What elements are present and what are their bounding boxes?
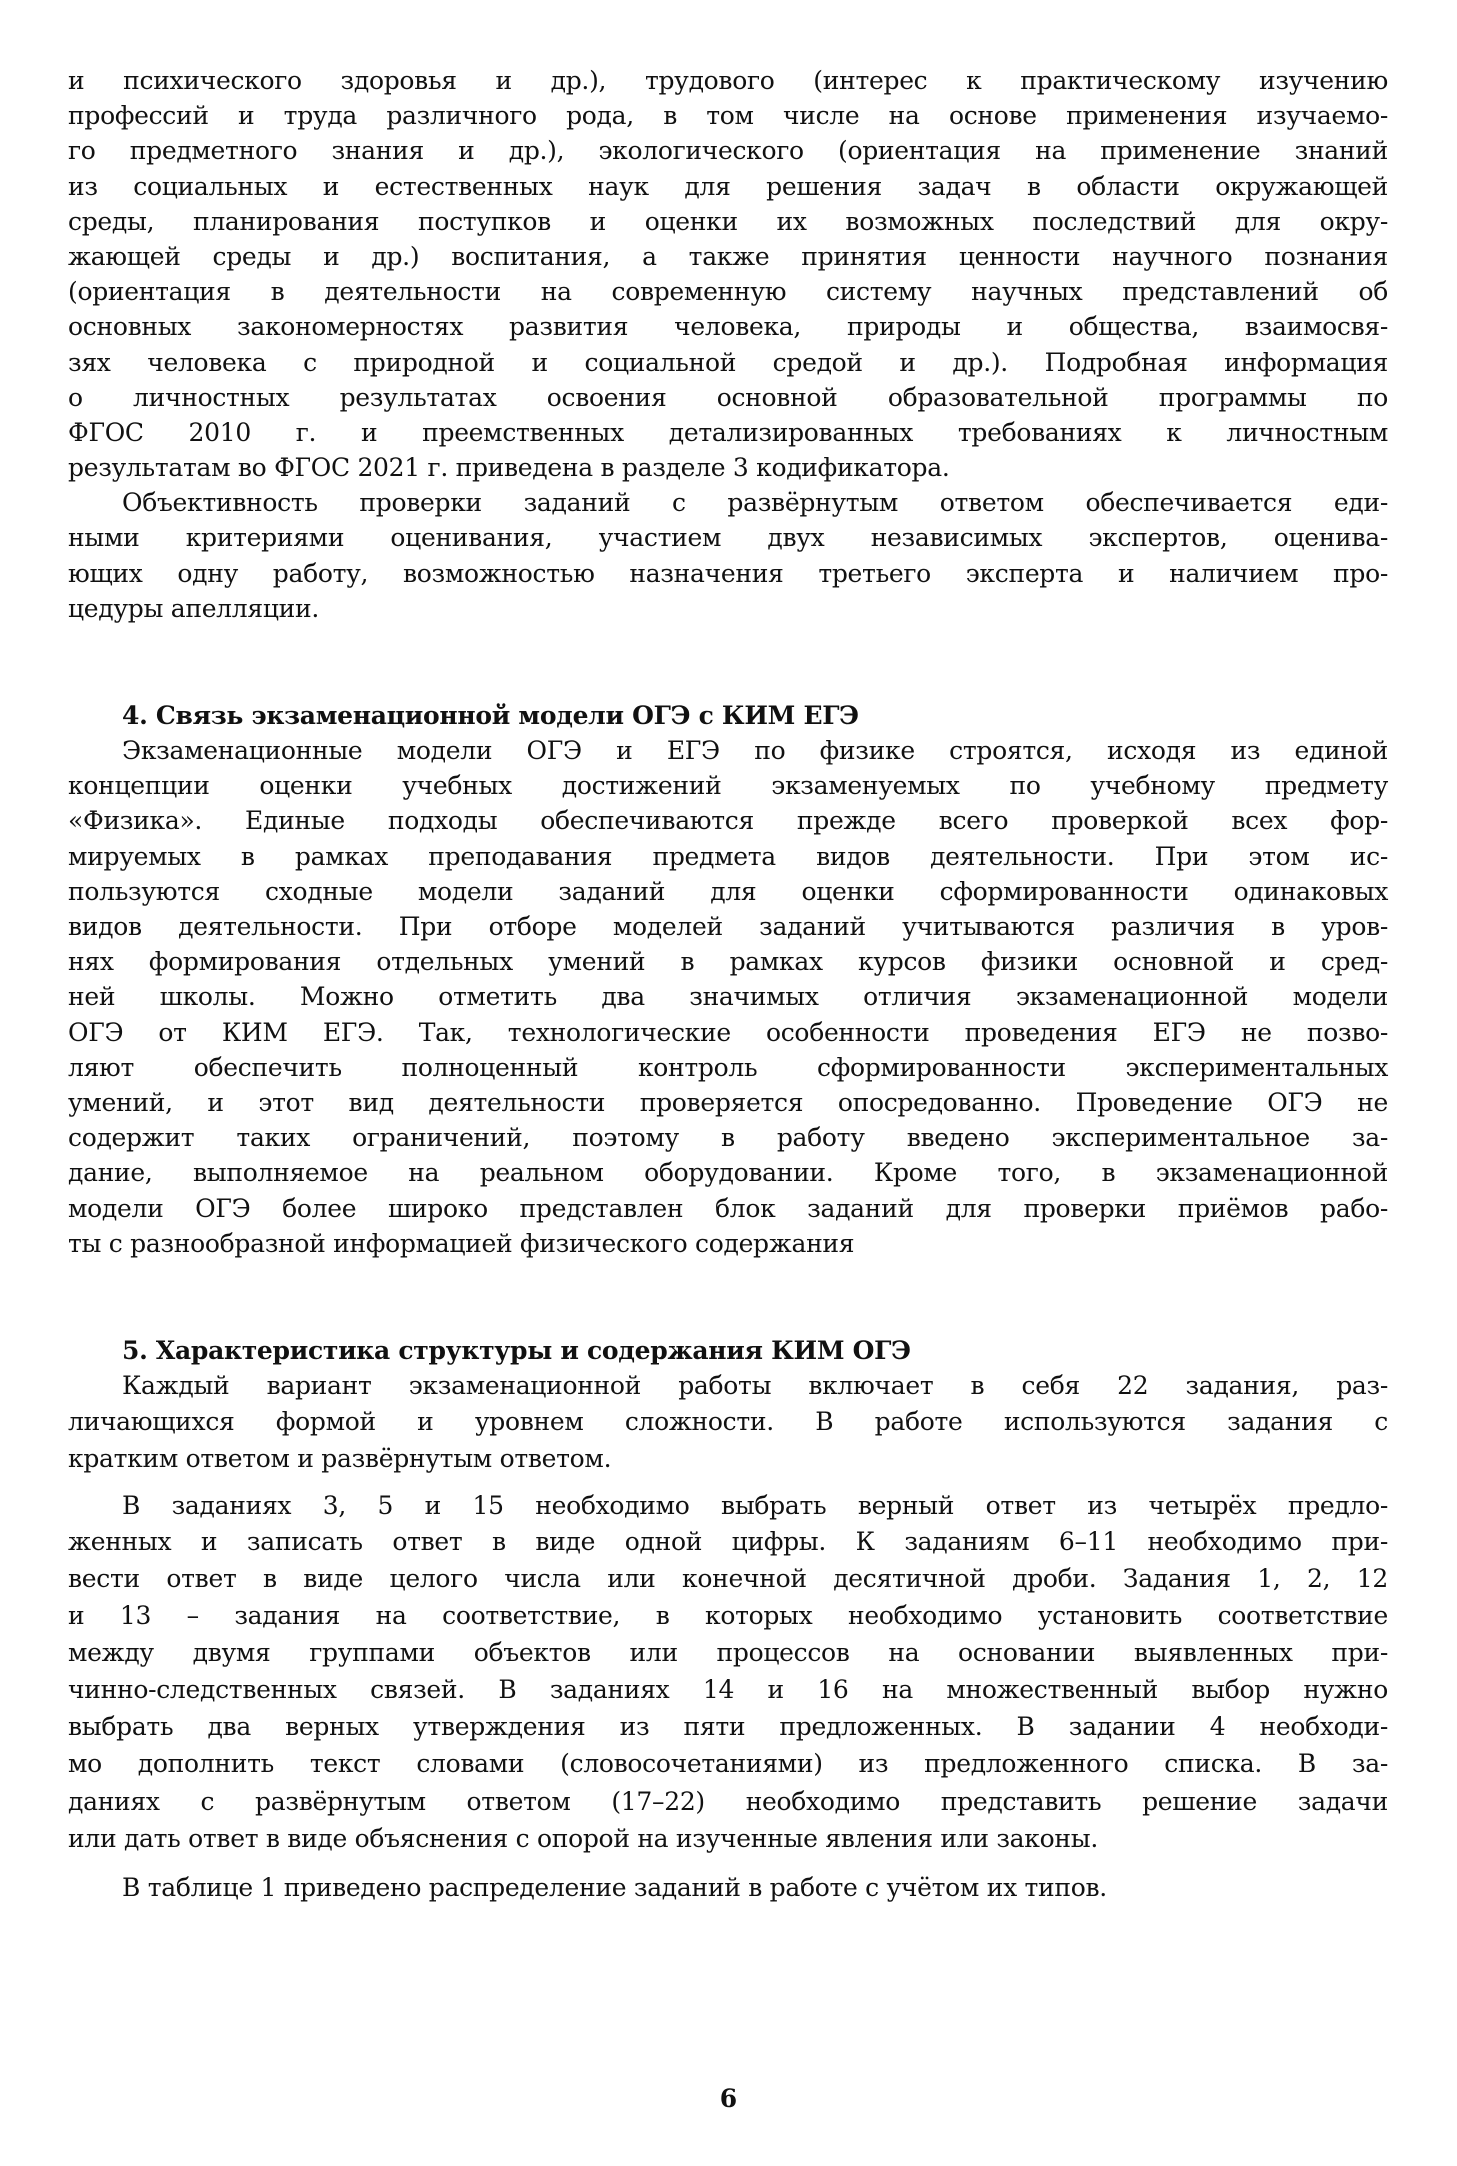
section-heading: 4. Связь экзаменационной модели ОГЭ с КИМ ЕГЭ	[122, 701, 859, 730]
text-line: го предметного знания и др.), экологического (ориентация на применение знаний	[68, 136, 1388, 165]
text-line: женных и записать ответ в виде одной цифры. К заданиям 6–11 необходимо при-	[68, 1527, 1388, 1556]
text-line: Объективность проверки заданий с развёрнутым ответом обеспечивается еди-	[122, 488, 1388, 517]
text-line: «Физика». Единые подходы обеспечиваются прежде всего проверкой всех фор-	[68, 806, 1388, 835]
text-line: ляют обеспечить полноценный контроль сформированности экспериментальных	[68, 1053, 1388, 1082]
text-line: мо дополнить текст словами (словосочетаниями) из предложенного списка. В за-	[68, 1749, 1388, 1778]
text-line: между двумя группами объектов или процессов на основании выявленных при-	[68, 1638, 1388, 1667]
text-line: ОГЭ от КИМ ЕГЭ. Так, технологические особенности проведения ЕГЭ не позво-	[68, 1018, 1388, 1047]
text-line: чинно-следственных связей. В заданиях 14 и 16 на множественный выбор нужно	[68, 1675, 1388, 1704]
text-line: основных закономерностях развития человека, природы и общества, взаимосвя-	[68, 312, 1388, 341]
text-line: или дать ответ в виде объяснения с опорой на изученные явления или законы.	[68, 1824, 1098, 1853]
text-line: и психического здоровья и др.), трудового (интерес к практическому изучению	[68, 66, 1388, 95]
text-line: (ориентация в деятельности на современную систему научных представлений об	[68, 277, 1388, 306]
text-line: видов деятельности. При отборе моделей заданий учитываются различия в уров-	[68, 912, 1388, 941]
section-heading: 5. Характеристика структуры и содержания КИМ ОГЭ	[122, 1336, 911, 1365]
text-line: В заданиях 3, 5 и 15 необходимо выбрать верный ответ из четырёх предло-	[122, 1491, 1388, 1520]
text-line: зях человека с природной и социальной средой и др.). Подробная информация	[68, 348, 1388, 377]
text-line: ней школы. Можно отметить два значимых отличия экзаменационной модели	[68, 982, 1388, 1011]
text-line: кратким ответом и развёрнутым ответом.	[68, 1444, 612, 1473]
text-line: среды, планирования поступков и оценки их возможных последствий для окру-	[68, 207, 1388, 236]
text-line: о личностных результатах освоения основной образовательной программы по	[68, 383, 1388, 412]
text-line: ты с разнообразной информацией физического содержания	[68, 1229, 855, 1258]
text-line: дание, выполняемое на реальном оборудовании. Кроме того, в экзаменационной	[68, 1158, 1388, 1187]
text-line: из социальных и естественных наук для решения задач в области окружающей	[68, 172, 1388, 201]
text-line: даниях с развёрнутым ответом (17–22) необходимо представить решение задачи	[68, 1787, 1388, 1816]
text-line: цедуры апелляции.	[68, 594, 319, 623]
text-line: и 13 – задания на соответствие, в которых необходимо установить соответствие	[68, 1601, 1388, 1630]
text-line: умений, и этот вид деятельности проверяется опосредованно. Проведение ОГЭ не	[68, 1088, 1388, 1117]
text-line: профессий и труда различного рода, в том числе на основе применения изучаемо-	[68, 101, 1388, 130]
text-line: ФГОС 2010 г. и преемственных детализированных требованиях к личностным	[68, 418, 1388, 447]
text-line: жающей среды и др.) воспитания, а также принятия ценности научного познания	[68, 242, 1388, 271]
text-line: ными критериями оценивания, участием двух независимых экспертов, оценива-	[68, 523, 1388, 552]
text-line: ющих одну работу, возможностью назначения третьего эксперта и наличием про-	[68, 559, 1388, 588]
page-number: 6	[719, 2084, 738, 2113]
text-line: В таблице 1 приведено распределение заданий в работе с учётом их типов.	[122, 1873, 1107, 1902]
text-line: вести ответ в виде целого числа или конечной десятичной дроби. Задания 1, 2, 12	[68, 1564, 1388, 1593]
text-line: результатам во ФГОС 2021 г. приведена в разделе 3 кодификатора.	[68, 453, 950, 482]
text-line: Каждый вариант экзаменационной работы включает в себя 22 задания, раз-	[122, 1371, 1388, 1400]
text-line: нях формирования отдельных умений в рамках курсов физики основной и сред-	[68, 947, 1388, 976]
text-line: модели ОГЭ более широко представлен блок заданий для проверки приёмов рабо-	[68, 1194, 1388, 1223]
text-line: пользуются сходные модели заданий для оценки сформированности одинаковых	[68, 877, 1388, 906]
text-line: мируемых в рамках преподавания предмета видов деятельности. При этом ис-	[68, 842, 1388, 871]
text-line: выбрать два верных утверждения из пяти предложенных. В задании 4 необходи-	[68, 1712, 1388, 1741]
text-line: содержит таких ограничений, поэтому в работу введено экспериментальное за-	[68, 1123, 1388, 1152]
text-line: личающихся формой и уровнем сложности. В работе используются задания с	[68, 1407, 1388, 1436]
text-line: Экзаменационные модели ОГЭ и ЕГЭ по физике строятся, исходя из единой	[122, 736, 1388, 765]
text-line: концепции оценки учебных достижений экзаменуемых по учебному предмету	[68, 771, 1388, 800]
